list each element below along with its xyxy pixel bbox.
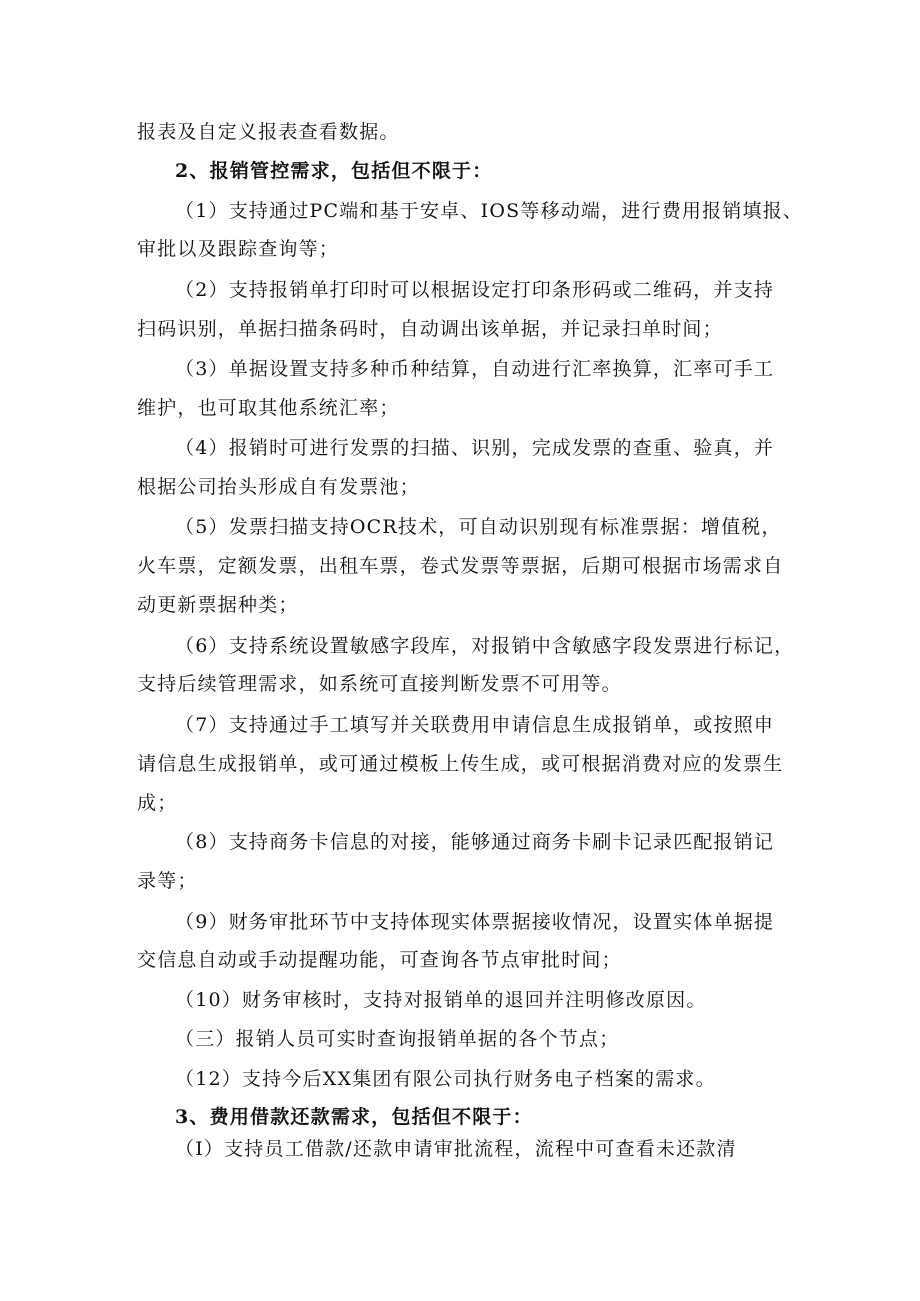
paragraph-line: 维护，也可取其他系统汇率； <box>137 397 400 419</box>
list-item: （12）支持今后XX集团有限公司执行财务电子档案的需求。 <box>175 1068 716 1090</box>
paragraph-line: 交信息自动或手动提醒功能，可查询各节点审批时间； <box>137 949 622 971</box>
list-item: （三）报销人员可实时查询报销单据的各个节点； <box>175 1028 620 1050</box>
paragraph-line: 火车票，定额发票，出租车票，卷式发票等票据，后期可根据市场需求自 <box>137 555 784 577</box>
paragraph-line: 审批以及跟踪查询等； <box>137 238 340 260</box>
paragraph-line: 报表及自定义报表查看数据。 <box>137 121 400 143</box>
paragraph-line: 根据公司抬头形成自有发票池； <box>137 476 420 498</box>
section-heading: 2、报销管控需求，包括但不限于： <box>175 160 493 182</box>
paragraph-line: 请信息生成报销单，或可通过模板上传生成，或可根据消费对应的发票生 <box>137 753 784 775</box>
paragraph-line: 成； <box>137 792 178 814</box>
list-item: （4）报销时可进行发票的扫描、识别，完成发票的查重、验真，并 <box>175 437 775 459</box>
list-item: （9）财务审批环节中支持体现实体票据接收情况，设置实体单据提 <box>175 911 775 933</box>
paragraph-line: 扫码识别，单据扫描条码时，自动调出该单据，并记录扫单时间； <box>137 318 723 340</box>
list-item: （6）支持系统设置敏感字段库，对报销中含敏感字段发票进行标记， <box>175 635 795 657</box>
paragraph-line: 支持后续管理需求，如系统可直接判断发票不可用等。 <box>137 673 622 695</box>
list-item: （5）发票扫描支持OCR技术，可自动识别现有标准票据：增值税， <box>175 516 782 538</box>
list-item: （I）支持员工借款/还款申请审批流程，流程中可查看未还款清 <box>175 1138 737 1160</box>
list-item: （10）财务审核时，支持对报销单的退回并注明修改原因。 <box>175 989 707 1011</box>
list-item: （2）支持报销单打印时可以根据设定打印条形码或二维码，并支持 <box>175 279 775 301</box>
paragraph-line: 录等； <box>137 870 198 892</box>
list-item: （7）支持通过手工填写并关联费用申请信息生成报销单，或按照申 <box>175 714 775 736</box>
list-item: （1）支持通过PC端和基于安卓、IOS等移动端，进行费用报销填报、 <box>175 200 804 222</box>
section-heading: 3、费用借款还款需求，包括但不限于： <box>175 1106 533 1128</box>
list-item: （8）支持商务卡信息的对接，能够通过商务卡刷卡记录匹配报销记 <box>175 831 775 853</box>
list-item: （3）单据设置支持多种币种结算，自动进行汇率换算，汇率可手工 <box>175 358 775 380</box>
paragraph-line: 动更新票据种类； <box>137 594 299 616</box>
